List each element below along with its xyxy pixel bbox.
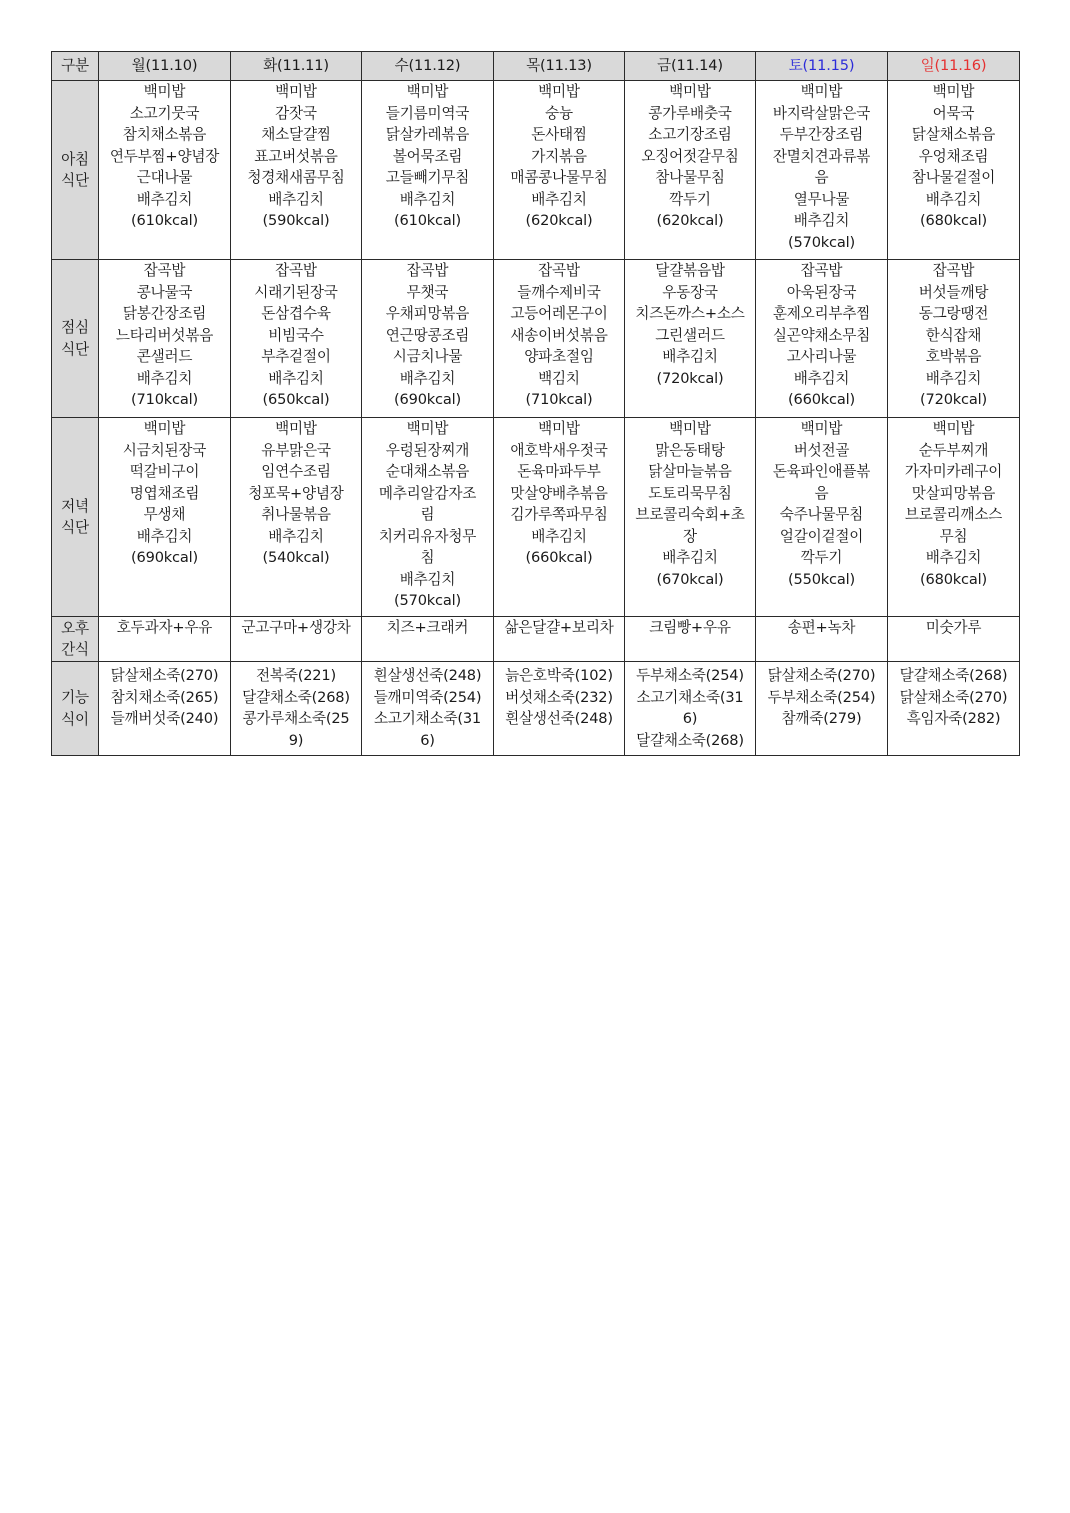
menu-item: 배추김치 [136, 190, 193, 208]
menu-item: 소고기채소죽(31 [636, 688, 744, 706]
menu-item: 우채피망볶음 [385, 305, 470, 322]
menu-item: 소고기장조림 [648, 126, 732, 143]
snack-cell [625, 617, 756, 662]
menu-item: 배추김치 [399, 369, 456, 387]
row-label-breakfast [52, 81, 99, 260]
menu-item: 연근땅콩조림 [385, 326, 470, 344]
menu-item: 잡곡밥 [800, 262, 843, 279]
menu-item: 시금치된장국 [122, 441, 207, 459]
menu-item: (710kcal) [525, 391, 593, 408]
menu-item: 호두과자+우유 [116, 619, 213, 636]
menu-item: 어묵국 [932, 104, 975, 122]
menu-item: 백미밥 [669, 420, 711, 437]
menu-item: (590kcal) [262, 212, 330, 229]
menu-cell [625, 418, 756, 617]
menu-item: 우렁된장찌개 [385, 441, 470, 459]
row-label-line: 저녁 [61, 497, 89, 515]
menu-item: 음 [814, 169, 829, 186]
menu-cell [99, 81, 231, 260]
breakfast-row [52, 81, 1020, 260]
menu-item: 떡갈비구이 [129, 463, 200, 480]
menu-item: 달걀채소죽(268) [899, 667, 1008, 684]
menu-cell [756, 418, 888, 617]
menu-item: (680kcal) [920, 570, 987, 588]
menu-item: 배추김치 [399, 190, 456, 208]
menu-item: 잡곡밥 [406, 262, 449, 279]
menu-item: 무챗국 [406, 283, 449, 301]
row-label-line: 간식 [61, 641, 89, 658]
menu-item: 림 [420, 506, 435, 523]
menu-item: 늙은호박죽(102) [505, 667, 613, 684]
menu-item: 브로콜리깨소스 [904, 506, 1003, 523]
menu-item: 명엽채조림 [129, 484, 200, 502]
menu-item: 맛살피망볶음 [911, 484, 996, 502]
special-diet-cell [231, 662, 362, 756]
menu-item: 닭살채소죽(270) [767, 667, 876, 684]
menu-item: 오징어젓갈무침 [641, 147, 739, 165]
menu-item: (680kcal) [920, 212, 987, 229]
menu-item: 한식잡채 [925, 326, 982, 344]
menu-item: 두부채소죽(254) [636, 667, 744, 684]
menu-item: 6) [682, 710, 698, 727]
menu-item: 브로콜리숙회+초 [635, 506, 745, 523]
menu-item: 무침 [939, 527, 968, 545]
menu-cell [756, 81, 888, 260]
menu-item: 채소달걀찜 [261, 126, 331, 143]
special-diet-cell [494, 662, 625, 756]
menu-item: 애호박새우젓국 [510, 441, 608, 459]
menu-item: 음 [814, 484, 829, 502]
row-label-line: 식단 [61, 172, 89, 189]
menu-item: 깍두기 [800, 549, 843, 566]
menu-item: 배추김치 [662, 348, 718, 365]
menu-cell [625, 81, 756, 260]
menu-item: 잡곡밥 [932, 262, 975, 279]
menu-item: (660kcal) [788, 391, 855, 408]
menu-item: 크림빵+우유 [649, 619, 731, 636]
menu-item: 훈제오리부추찜 [772, 305, 871, 322]
menu-cell [231, 260, 362, 418]
menu-cell [494, 260, 625, 418]
menu-cell [362, 418, 494, 617]
row-label-line: 오후 [61, 619, 89, 637]
menu-item: 바지락살맑은국 [772, 104, 871, 122]
menu-item: 배추김치 [925, 549, 982, 566]
menu-item: 참치채소볶음 [122, 126, 207, 143]
menu-item: 시래기된장국 [254, 283, 338, 301]
menu-item: 배추김치 [793, 369, 850, 387]
menu-item: 9) [288, 731, 304, 749]
menu-item: 백미밥 [143, 83, 186, 100]
special-diet-row [52, 662, 1020, 756]
menu-item: 배추김치 [662, 549, 718, 566]
menu-item: 청포묵+양념장 [248, 484, 344, 502]
menu-cell [625, 260, 756, 418]
menu-item: (650kcal) [262, 391, 330, 408]
menu-item: (710kcal) [131, 391, 198, 408]
menu-item: 맑은동태탕 [655, 441, 725, 459]
menu-item: 백미밥 [275, 83, 317, 100]
menu-item: 돈사태찜 [531, 126, 587, 143]
menu-item: 그린샐러드 [655, 326, 725, 344]
menu-item: 콩나물국 [136, 283, 193, 301]
menu-cell [99, 418, 231, 617]
menu-item: 비빔국수 [268, 326, 324, 344]
menu-item: 달걀채소죽(268) [242, 688, 350, 706]
menu-item: 잔멸치견과류볶 [772, 147, 871, 165]
menu-item: (570kcal) [788, 233, 855, 251]
special-diet-cell [99, 662, 231, 756]
header-row [52, 52, 1020, 81]
menu-item: 닭살카레볶음 [385, 126, 470, 143]
menu-item: (550kcal) [788, 570, 855, 588]
menu-item: 백미밥 [143, 420, 186, 437]
row-label-snack [52, 617, 99, 662]
menu-item: 참깨죽(279) [781, 710, 862, 727]
menu-item: 유부맑은국 [261, 441, 331, 459]
day-header-mon: 월(11.10) [99, 52, 231, 81]
menu-item: 얼갈이겉절이 [779, 527, 864, 545]
menu-item: 소고기채소죽(31 [373, 710, 482, 727]
row-label-lunch [52, 260, 99, 418]
menu-item: 군고구마+생강차 [241, 619, 351, 636]
special-diet-cell [888, 662, 1020, 756]
menu-item: 버섯전골 [793, 441, 850, 459]
menu-item: (610kcal) [394, 212, 461, 229]
menu-item: 동그랑땡전 [918, 305, 989, 322]
menu-cell [231, 418, 362, 617]
menu-item: 배추김치 [268, 190, 324, 208]
menu-item: 느타리버섯볶음 [115, 326, 214, 344]
menu-item: 돈육마파두부 [517, 463, 601, 480]
menu-item: 흰살생선죽(248) [505, 710, 613, 727]
snack-cell [231, 617, 362, 662]
menu-item: 치즈돈까스+소스 [635, 305, 745, 322]
snack-row [52, 617, 1020, 662]
menu-item: (570kcal) [394, 592, 461, 609]
menu-item: 백미밥 [538, 83, 580, 100]
day-header-fri: 금(11.14) [625, 52, 756, 81]
menu-item: (620kcal) [525, 212, 593, 229]
menu-item: 백미밥 [800, 420, 843, 437]
menu-item: 배추김치 [531, 527, 587, 545]
corner-header: 구분 [52, 52, 99, 81]
row-label-line: 식단 [61, 519, 89, 536]
menu-item: 맛살양배추볶음 [510, 484, 608, 502]
menu-item: 참나물무침 [655, 169, 725, 186]
menu-item: 배추김치 [399, 570, 456, 588]
menu-item: 콩가루채소죽(25 [242, 710, 350, 727]
menu-item: 도토리묵무침 [648, 484, 732, 502]
menu-item: (620kcal) [656, 212, 724, 229]
menu-item: 감잣국 [275, 104, 317, 122]
menu-item: 치즈+크래커 [386, 619, 469, 636]
row-label-line: 아침 [61, 150, 89, 168]
menu-item: (670kcal) [656, 570, 724, 588]
menu-item: 닭살채소죽(270) [899, 688, 1008, 706]
row-label-line: 기능 [61, 689, 89, 706]
menu-item: 잡곡밥 [143, 262, 186, 279]
dinner-row [52, 418, 1020, 617]
menu-item: (720kcal) [920, 391, 987, 408]
menu-item: 버섯들깨탕 [918, 283, 989, 301]
menu-item: 들깨버섯죽(240) [110, 710, 219, 727]
menu-cell [362, 260, 494, 418]
menu-item: 배추김치 [136, 369, 193, 387]
menu-item: 부추겉절이 [261, 348, 331, 365]
menu-cell [888, 418, 1020, 617]
menu-item: 달걀볶음밥 [655, 262, 725, 279]
menu-item: 돈육파인애플볶 [772, 463, 871, 480]
menu-item: 취나물볶음 [261, 506, 331, 523]
menu-item: 순두부찌개 [918, 441, 989, 459]
menu-item: 전복죽(221) [256, 667, 336, 684]
row-label-line: 식이 [61, 710, 89, 728]
day-header-sun: 일(11.16) [888, 52, 1020, 81]
menu-item: 양파초절임 [524, 348, 594, 365]
snack-cell [99, 617, 231, 662]
menu-item: 돈삼겹수육 [261, 305, 331, 322]
menu-item: (690kcal) [131, 549, 198, 566]
menu-cell [231, 81, 362, 260]
menu-item: 무생채 [143, 506, 186, 523]
menu-item: 백미밥 [932, 420, 975, 437]
menu-item: (660kcal) [525, 549, 593, 566]
menu-item: 가지볶음 [531, 147, 587, 165]
menu-item: 흑임자죽(282) [906, 710, 1001, 727]
menu-item: 배추김치 [925, 369, 982, 387]
special-diet-cell [625, 662, 756, 756]
menu-item: 고등어레몬구이 [510, 305, 608, 322]
menu-item: 참나물겉절이 [911, 169, 996, 186]
menu-item: 닭살채소볶음 [911, 126, 996, 143]
menu-item: 배추김치 [268, 369, 324, 387]
menu-cell [888, 260, 1020, 418]
menu-item: 배추김치 [531, 190, 587, 208]
day-header-thu: 목(11.13) [494, 52, 625, 81]
menu-item: 백김치 [538, 369, 580, 387]
menu-cell [99, 260, 231, 418]
menu-cell [756, 260, 888, 418]
menu-item: 가자미카레구이 [904, 463, 1003, 480]
menu-item: 청경채새콤무침 [247, 169, 345, 186]
menu-item: 호박볶음 [925, 348, 982, 365]
special-diet-cell [756, 662, 888, 756]
menu-item: 백미밥 [669, 83, 711, 100]
menu-item: 백미밥 [800, 83, 843, 100]
menu-item: 6) [420, 731, 435, 749]
menu-item: 참치채소죽(265) [110, 688, 219, 706]
menu-item: 숭늉 [545, 104, 573, 122]
snack-cell [494, 617, 625, 662]
menu-item: 열무나물 [793, 190, 850, 208]
menu-item: 두부간장조림 [779, 126, 864, 143]
menu-item: 백미밥 [932, 83, 975, 100]
special-diet-cell [362, 662, 494, 756]
row-label-line: 식단 [61, 340, 89, 358]
row-label-dinner [52, 418, 99, 617]
menu-cell [494, 81, 625, 260]
menu-cell [888, 81, 1020, 260]
menu-item: 볼어묵조림 [392, 147, 463, 165]
menu-item: 소고기뭇국 [129, 104, 200, 122]
menu-item: 표고버섯볶음 [254, 147, 338, 165]
menu-item: 잡곡밥 [275, 262, 317, 279]
menu-item: 삶은달걀+보리차 [504, 619, 614, 636]
weekly-meal-table [51, 51, 1020, 756]
menu-item: (690kcal) [394, 391, 461, 408]
menu-cell [494, 418, 625, 617]
menu-item: 송편+녹차 [787, 619, 856, 636]
menu-item: 김가루쪽파무침 [510, 506, 608, 523]
day-header-sat: 토(11.15) [756, 52, 888, 81]
menu-item: 연두부찜+양념장 [109, 147, 220, 165]
menu-item: 우동장국 [662, 283, 718, 301]
menu-item: 배추김치 [268, 527, 324, 545]
snack-cell [756, 617, 888, 662]
menu-item: 배추김치 [793, 212, 850, 229]
menu-item: 장 [683, 527, 697, 545]
menu-item: 백미밥 [406, 420, 449, 437]
lunch-row [52, 260, 1020, 418]
menu-item: 침 [420, 549, 435, 566]
menu-item: 고사리나물 [786, 348, 857, 365]
menu-cell [362, 81, 494, 260]
menu-item: 배추김치 [925, 190, 982, 208]
menu-item: 콩가루배춧국 [648, 104, 732, 122]
menu-item: 우엉채조림 [918, 147, 989, 165]
day-header-tue: 화(11.11) [231, 52, 362, 81]
menu-item: 메추리알감자조 [378, 484, 477, 502]
menu-item: 들깨수제비국 [517, 283, 601, 301]
menu-item: (540kcal) [262, 549, 330, 566]
menu-item: 닭봉간장조림 [122, 305, 207, 322]
row-label-line: 점심 [61, 319, 89, 336]
menu-item: 새송이버섯볶음 [510, 326, 608, 344]
menu-item: 아욱된장국 [786, 283, 857, 301]
menu-item: 콘샐러드 [136, 348, 193, 365]
snack-cell [888, 617, 1020, 662]
menu-item: 치커리유자청무 [378, 527, 477, 545]
menu-item: 닭살채소죽(270) [110, 667, 219, 684]
menu-item: 두부채소죽(254) [767, 688, 876, 706]
menu-item: 달걀채소죽(268) [636, 731, 744, 749]
menu-item: 실곤약채소무침 [772, 326, 871, 344]
menu-item: (610kcal) [131, 212, 198, 229]
day-header-wed: 수(11.12) [362, 52, 494, 81]
menu-item: 미숫가루 [925, 619, 982, 636]
menu-item: 백미밥 [406, 83, 449, 100]
menu-item: 버섯채소죽(232) [505, 688, 613, 706]
menu-item: 고들빼기무침 [385, 169, 470, 186]
menu-item: 깍두기 [669, 190, 711, 208]
menu-item: (720kcal) [656, 369, 724, 387]
menu-item: 흰살생선죽(248) [373, 667, 482, 684]
menu-item: 들깨미역죽(254) [373, 688, 482, 706]
menu-item: 시금치나물 [392, 348, 463, 365]
menu-item: 배추김치 [136, 527, 193, 545]
menu-item: 백미밥 [538, 420, 580, 437]
menu-item: 닭살마늘볶음 [648, 463, 732, 480]
menu-item: 백미밥 [275, 420, 317, 437]
menu-item: 순대채소볶음 [385, 463, 470, 480]
menu-item: 근대나물 [136, 169, 193, 186]
menu-item: 잡곡밥 [538, 262, 580, 279]
row-label-special [52, 662, 99, 756]
snack-cell [362, 617, 494, 662]
menu-item: 들기름미역국 [385, 104, 470, 122]
menu-item: 임연수조림 [261, 463, 331, 480]
menu-item: 숙주나물무침 [779, 506, 864, 523]
menu-item: 매콤콩나물무침 [510, 169, 608, 186]
